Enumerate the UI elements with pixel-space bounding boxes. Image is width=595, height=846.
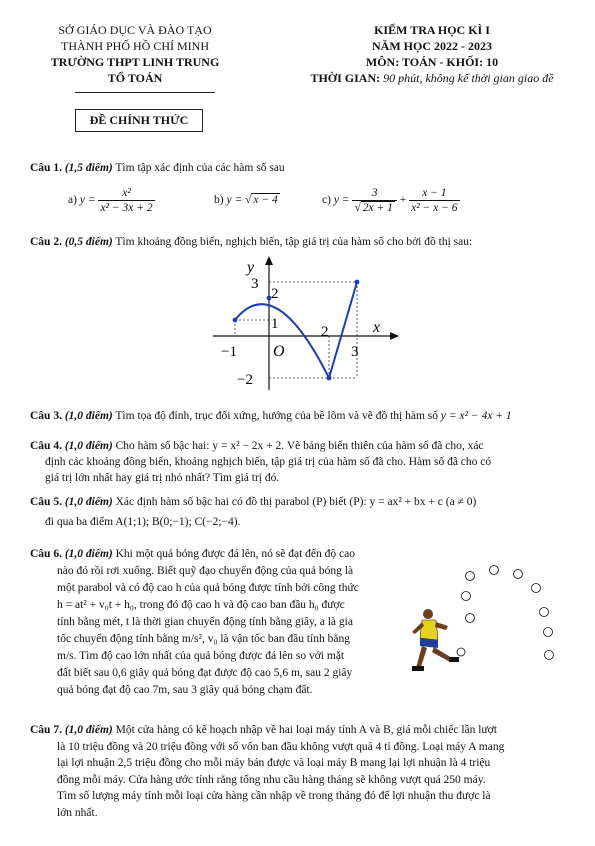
fraction: $\frac{\text{x²}}{\text{x² − 3x + 2}}$ bbox=[100, 187, 153, 214]
sqrt-icon: √ bbox=[245, 194, 252, 206]
point-end bbox=[355, 280, 360, 285]
exam-year: NĂM HỌC 2022 - 2023 bbox=[372, 39, 492, 53]
question-5: Câu 5. (1,0 điểm) Xác định hàm số bậc hai có đồ thị parabol (P) biết (P): y = ax² + bx + c (a ≠ 0) đi qua ba điểm A(1;1); B(0;−1); C(−2;−4). bbox=[30, 496, 477, 528]
soccer-ball-icon bbox=[514, 570, 523, 579]
soccer-ball-icon bbox=[490, 566, 499, 575]
y-axis-label: y bbox=[247, 259, 255, 276]
question-6: Câu 6. (1,0 điểm) Khi một quả bóng được đá lên, nó sẽ đạt đến độ cao nào đó rồi rơi xuống. Biết quỹ đạo chuyển động của quả bóng là một parabol và có độ cao h của quả bóng được tính bởi công thức h = at² + v₀t + h₀, trong đó độ cao h và độ cao ban đầu h₀ được tính bằng mét, t là thời gian chuyển động tính bằng giây, a là gia tốc chuyển động tính bằng m/s², v₀ là vận tốc ban đầu tính bằng m/s. Tìm độ cao lớn nhất của quả bóng được đá lên so với mặt đất biết sau 0,6 giây quả bóng đạt được độ cao 5,6 m, sau 2 giây quả bóng đạt độ cao 7m, sau 3 giây quả bóng chạm đất. bbox=[30, 548, 359, 696]
y-axis-arrow-icon bbox=[265, 256, 273, 265]
soccer-player-icon bbox=[412, 609, 465, 671]
soccer-ball-icon bbox=[466, 614, 475, 623]
tick-label: 3 bbox=[251, 276, 259, 292]
question-3: Câu 3. (1,0 điểm) Tìm tọa độ đỉnh, trục đối xứng, hướng của bề lõm và vẽ đồ thị hàm số y = x² − 4x + 1 bbox=[30, 410, 512, 422]
exam-title: KIỂM TRA HỌC KÌ I bbox=[374, 23, 490, 37]
soccer-ball-icon bbox=[462, 592, 471, 601]
soccer-illustration bbox=[408, 556, 568, 686]
soccer-ball-icon bbox=[540, 608, 549, 617]
soccer-ball-icon bbox=[545, 651, 554, 660]
soccer-ball-icon bbox=[544, 628, 553, 637]
curve-parabola bbox=[235, 304, 329, 378]
city-line: THÀNH PHỐ HỒ CHÍ MINH bbox=[61, 39, 209, 53]
tick-label: −2 bbox=[237, 372, 253, 388]
x-axis-label: x bbox=[373, 319, 381, 336]
question-4: Câu 4. (1,0 điểm) Cho hàm số bậc hai: y = x² − 2x + 2. Vẽ bảng biến thiên của hàm số đã cho, xác định các khoảng đồng biến, khoảng nghịch biến, tập giá trị của hàm số đã cho. Hàm số đã cho có giá trị lớn nhất hay giá trị nhỏ nhất? Tìm giá trị đó. bbox=[30, 440, 492, 484]
function-graph bbox=[205, 252, 405, 394]
school-line: TRƯỜNG THPT LINH TRUNG bbox=[50, 55, 220, 69]
group-line: TỔ TOÁN bbox=[107, 71, 163, 85]
tick-label: 1 bbox=[271, 316, 279, 332]
x-axis-arrow-icon bbox=[390, 332, 399, 340]
soccer-ball-icon bbox=[532, 584, 541, 593]
q1-part-c: c) y = $\frac{3}{√ 2x + 1}$ + $\frac{x - 1}{\text{x² − x − 6}}$ bbox=[322, 187, 458, 214]
tick-label: 2 bbox=[321, 324, 329, 340]
exam-time: THỜI GIAN: 90 phút, không kể thời gian giao đề bbox=[310, 71, 554, 85]
question-1: Câu 1. (1,5 điểm) Tìm tập xác định của các hàm số sau bbox=[30, 162, 285, 174]
curve-line bbox=[329, 282, 357, 378]
question-7: Câu 7. (1,0 điểm) Một cửa hàng có kế hoạch nhập về hai loại máy tính A và B, giá mỗi chiếc lần lượt là 10 triệu đồng và 20 triệu đồng với số vốn ban đầu không vượt quá 4 tỉ đồng. Loại máy A mang lại lợi nhuận 2,5 triệu đồng cho mỗi máy bán được và loại máy B mang lại lợi nhuận là 4 triệu đồng mỗi máy. Cửa hàng ước tính rằng tổng nhu cầu hàng tháng sẽ không vượt quá 250 máy. Tìm số lượng máy tính mỗi loại cửa hàng cần nhập về trong tháng đó để lợi nhuận thu được là lớn nhất. bbox=[30, 724, 505, 819]
tick-label: 3 bbox=[351, 344, 359, 360]
school-header bbox=[30, 22, 240, 86]
q1-part-b: b) y = √ x − 4 bbox=[214, 194, 278, 206]
tick-label: −1 bbox=[221, 344, 237, 360]
official-badge: ĐỀ CHÍNH THỨC bbox=[75, 109, 203, 132]
question-2: Câu 2. (0,5 điểm) Tìm khoảng đồng biến, nghịch biến, tập giá trị của hàm số cho bởi đồ thị sau: bbox=[30, 236, 473, 248]
fraction: $\frac{3}{√ 2x + 1}$ bbox=[352, 186, 396, 215]
exam-subject: MÔN: TOÁN - KHỐI: 10 bbox=[365, 55, 499, 69]
origin-label: O bbox=[273, 343, 285, 360]
tick-label: 2 bbox=[271, 286, 279, 302]
divider bbox=[75, 92, 215, 93]
ball-trajectory bbox=[462, 566, 554, 660]
point-start bbox=[233, 318, 238, 323]
point-min bbox=[327, 376, 332, 381]
exam-header bbox=[292, 22, 572, 86]
q1-part-a: a) y = $\frac{\text{x²}}{\text{x² − 3x + 2}}$ bbox=[68, 187, 153, 214]
soccer-ball-icon bbox=[466, 572, 475, 581]
fraction: $\frac{x - 1}{\text{x² − x − 6}}$ bbox=[411, 187, 458, 214]
dept-line: SỞ GIÁO DỤC VÀ ĐÀO TẠO bbox=[58, 23, 212, 37]
